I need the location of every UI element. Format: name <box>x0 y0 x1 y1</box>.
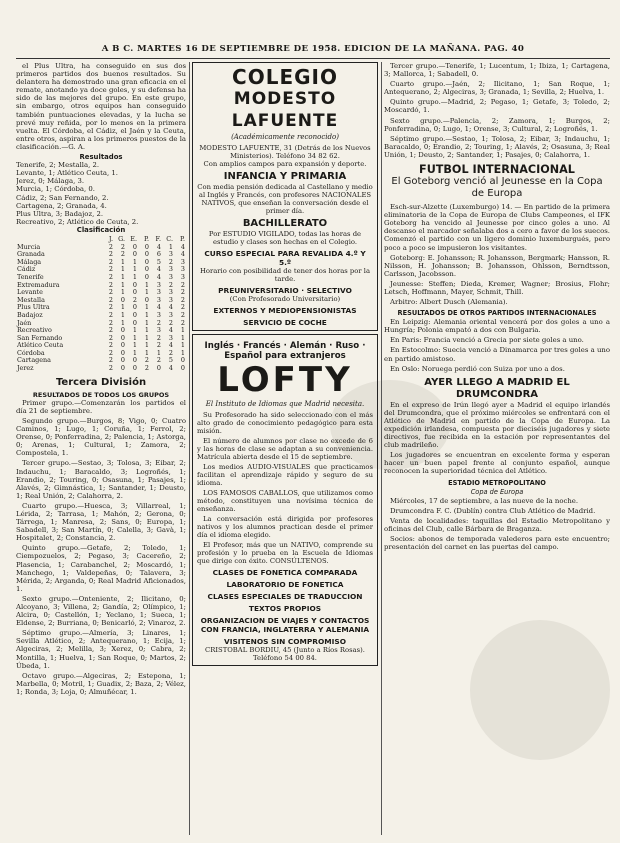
column-2 <box>192 62 378 837</box>
stat-cell: 0 <box>156 364 161 373</box>
stat-cell: 3 <box>168 310 173 319</box>
stat-cell: 2 <box>132 295 137 304</box>
stat-cell: 2 <box>144 356 149 365</box>
ad-colegio-sub: (Académicamente reconocido) <box>231 133 339 141</box>
ad-colegio-infancia: INFANCIA Y PRIMARIA <box>223 171 347 183</box>
stat-cell: 5 <box>168 356 173 365</box>
stat-cell: 1 <box>120 257 125 266</box>
stat-cell: 4 <box>168 303 173 312</box>
stat-cell: 2 <box>120 250 125 259</box>
stat-cell: E. <box>130 234 137 243</box>
classification-heading: Clasificación <box>76 225 126 234</box>
stat-cell: 2 <box>108 288 113 297</box>
stat-cell: 0 <box>144 295 149 304</box>
team-name: Jerez <box>17 364 34 373</box>
ad-lofty-paragraph: Los medios AUDIO-VISUALES que practicamos facilitan el aprendizaje rápido y seguro de su idioma. <box>197 463 373 488</box>
stat-cell: 0 <box>132 303 137 312</box>
team-name: Plus Ultra <box>17 303 50 312</box>
stat-cell: 1 <box>180 341 185 350</box>
stat-cell: 0 <box>132 280 137 289</box>
ad-colegio-revalida: CURSO ESPECIAL PARA REVALIDA 4.º Y 5.º <box>204 249 366 268</box>
team-name: Levante <box>17 288 43 297</box>
stat-cell: 1 <box>120 310 125 319</box>
stat-cell: 2 <box>108 250 113 259</box>
result-line: Levante, 1; Atlético Ceuta, 1. <box>16 169 118 178</box>
group-paragraph: Quinto grupo.—Madrid, 2; Pegaso, 1; Getafe, 3; Toledo, 2; Moscardó, 1. <box>384 98 610 115</box>
stat-cell: 2 <box>108 303 113 312</box>
stat-cell: 2 <box>168 257 173 266</box>
stat-cell: 1 <box>132 272 137 281</box>
other-paragraph: En Leipzig: Alemania oriental vencerá por dos goles a uno a Hungría; Polonia empató a dos con Bulgaria. <box>384 318 610 335</box>
stat-cell: 1 <box>120 265 125 274</box>
stat-cell: 0 <box>144 265 149 274</box>
stat-cell: 0 <box>120 364 125 373</box>
stat-cell: 1 <box>144 303 149 312</box>
stat-cell: 1 <box>144 288 149 297</box>
stat-cell: 3 <box>156 295 161 304</box>
intl-paragraph: Goteborg: E. Johansson; R. Johansson, Bergmark; Hansson, R. Nilsson, H. Johansson; B. Johansson, Ohlsson, Berndtsson, Carlsson, Jacobsson. <box>384 253 610 278</box>
stat-cell: 0 <box>144 242 149 251</box>
stadium-paragraph: Socios: abonos de temporada valederos para este encuentro; presentación del carnet en las puertas del campo. <box>384 534 610 552</box>
stat-cell: 1 <box>132 265 137 274</box>
stat-cell: 3 <box>168 288 173 297</box>
team-name: Extremadura <box>17 280 60 289</box>
stat-cell: 1 <box>132 341 137 350</box>
ad-colegio <box>192 62 378 331</box>
stat-cell: 2 <box>180 288 185 297</box>
stat-cell: 1 <box>180 333 185 342</box>
intl-subheading: El Goteborg venció al Jeunesse en la Copa de Europa <box>391 176 603 200</box>
stat-cell: 2 <box>180 310 185 319</box>
stat-cell: 2 <box>108 318 113 327</box>
stat-cell: 2 <box>108 242 113 251</box>
other-paragraph: En Oslo: Noruega perdió con Suiza por uno a dos. <box>390 364 565 373</box>
ad-colegio-coche: SERVICIO DE COCHE <box>243 318 327 328</box>
stat-cell: 1 <box>180 326 185 335</box>
stat-cell: 2 <box>168 348 173 357</box>
ad-lofty-name: LOFTY <box>217 360 353 401</box>
stat-cell: 2 <box>108 326 113 335</box>
team-name: San Fernando <box>17 333 63 342</box>
team-name: Córdoba <box>17 348 45 357</box>
ad-lofty <box>192 334 378 666</box>
ad-colegio-infancia-text: Con media pensión dedicada al Castellano y medio al Inglés y Francés, con profesores NACIONALES NATIVOS, que enseñan la conversación desde el primer día. <box>197 183 373 216</box>
team-name: Málaga <box>17 257 42 266</box>
stat-cell: 0 <box>132 318 137 327</box>
ad-lofty-tagline: El Instituto de Idiomas que Madrid necesita. <box>205 400 365 409</box>
stat-cell: 4 <box>168 326 173 335</box>
stat-cell: 2 <box>108 280 113 289</box>
news-heading: AYER LLEGO A MADRID EL DRUMCONDRA <box>424 376 570 400</box>
stat-cell: 1 <box>168 242 173 251</box>
stat-cell: P. <box>179 234 185 243</box>
stat-cell: 4 <box>180 250 185 259</box>
tercera-paragraph: Tercer grupo.—Sestao, 3; Tolosa, 3; Eibar, 2; Indauchu, 1; Baracaldo, 3; Logroñés, 1; Erandio, 2; Touring, 0; Osasuna, 1; Pasajes, 1; Alavés, 2; Gimnástica, 1; Santander, 1; Deusto, 1; Real Unión, 2; Calahorra, 2. <box>16 459 186 500</box>
stat-cell: 1 <box>144 318 149 327</box>
stadium-subheading: Copa de Europa <box>470 487 524 496</box>
stat-cell: 1 <box>144 333 149 342</box>
stat-cell: 3 <box>168 295 173 304</box>
stat-cell: 2 <box>108 272 113 281</box>
intl-body <box>384 203 610 306</box>
stat-cell: 0 <box>144 272 149 281</box>
ad-lofty-viajes: ORGANIZACION DE VIAJES Y CONTACTOS CON FRANCIA, INGLATERRA Y ALEMANIA <box>200 616 370 635</box>
result-line: Jerez, 0; Málaga, 3. <box>16 177 85 186</box>
ad-colegio-preu-text: (Con Profesorado Universitario) <box>229 295 341 304</box>
stat-cell: 0 <box>132 310 137 319</box>
news-paragraph: En el expreso de Irún llegó ayer a Madrid el equipo irlandés del Drumcondra, que el próximo miércoles se enfrentará con el Atlético de Madrid en partido de la Copa de Europa. La expedición irlandesa, compuesta por dieciséis jugadores y siete directivos, fue recibida en la estación por representantes del club madrileño. <box>384 400 610 450</box>
ad-lofty-paragraph: LOS FAMOSOS CABALLOS, que utilizamos como método, constituyen una novísima técnica de enseñanza. <box>197 489 373 514</box>
column-3 <box>384 62 610 837</box>
result-line: Recreativo, 2; Atlético de Ceuta, 2. <box>16 217 139 226</box>
stat-cell: 1 <box>132 257 137 266</box>
ad-lofty-address: CRISTOBAL BORDIU, 45 (Junto a Ríos Rosas). Teléfono 54 00 84. <box>205 646 365 663</box>
ad-lofty-languages: Inglés · Francés · Alemán · Ruso · Español para extranjeros <box>204 341 366 362</box>
stat-cell: C. <box>166 234 173 243</box>
stat-cell: 2 <box>168 318 173 327</box>
stat-cell: 2 <box>120 242 125 251</box>
results-list <box>16 161 186 226</box>
intl-heading: FUTBOL INTERNACIONAL <box>419 163 575 177</box>
tercera-paragraph: Cuarto grupo.—Huesca, 3; Villarreal, 1; Lérida, 2; Tarrasa, 1; Mahón, 2; Gerona, 0; Tárrega, 1; Manresa, 2; Sans, 0; Europa, 1; Sabadell, 3; San Martín, 0; Calella, 3; Gavà, 1; Hospitalet, 2; Constancia, 2. <box>16 501 186 543</box>
ad-colegio-preu: PREUNIVERSITARIO · SELECTIVO <box>218 286 352 296</box>
classification-table <box>16 236 186 373</box>
stat-cell: 3 <box>156 288 161 297</box>
tercera-paragraph: Primer grupo.—Comenzarán los partidos el día 21 de septiembre. <box>16 398 186 415</box>
stadium-body <box>384 497 610 552</box>
stat-cell: 1 <box>120 303 125 312</box>
stat-cell: 1 <box>132 326 137 335</box>
team-name: Tenerife <box>17 272 44 281</box>
stat-cell: 1 <box>144 326 149 335</box>
stat-cell: 0 <box>132 250 137 259</box>
stat-cell: 2 <box>180 295 185 304</box>
stat-cell: 2 <box>108 257 113 266</box>
stat-cell: 0 <box>120 348 125 357</box>
ad-colegio-address: MODESTO LAFUENTE, 31 (Detrás de los Nuevos Ministerios). Teléfono 34 82 62. <box>199 144 371 161</box>
stat-cell: 3 <box>168 272 173 281</box>
stat-cell: J. <box>108 234 113 243</box>
stadium-heading: ESTADIO METROPOLITANO <box>448 478 546 487</box>
ad-lofty-fonetica: CLASES DE FONETICA COMPARADA <box>212 568 358 578</box>
stat-cell: 0 <box>120 341 125 350</box>
stadium-paragraph: Miércoles, 17 de septiembre, a las nueve de la noche. <box>390 496 579 505</box>
stat-cell: 1 <box>144 348 149 357</box>
tercera-subheading: RESULTADOS DE TODOS LOS GRUPOS <box>32 390 170 399</box>
stat-cell: 2 <box>108 348 113 357</box>
ad-lofty-traduccion: CLASES ESPECIALES DE TRADUCCION <box>207 592 363 602</box>
stat-cell: 2 <box>108 295 113 304</box>
intl-paragraph: Arbitro: Albert Dusch (Alemania). <box>390 298 508 307</box>
tercera-paragraph: Séptimo grupo.—Almería, 3; Linares, 1; Sevilla Atlético, 2; Antequerano, 1; Ecija, 1; Algeciras, 2; Melilla, 3; Xerez, 0; Cabra, 2; Montilla, 1; Huelva, 1; San Roque, 0; Martos, 2; Úbeda, 1. <box>16 629 186 670</box>
stat-cell: 6 <box>156 250 161 259</box>
ad-lofty-visitenos: VISITENOS SIN COMPROMISO <box>224 637 346 647</box>
stat-cell: 0 <box>144 257 149 266</box>
ad-lofty-paragraph: El número de alumnos por clase no excede de 6 y las horas de clase se adaptan a su conveniencia. Matrícula abierta desde el 15 de septiembre. <box>197 437 373 462</box>
group-paragraph: Cuarto grupo.—Jaén, 2; Ilicitano, 1; San Roque, 1; Antequerano, 2; Algeciras, 3; Granada, 1; Sevilla, 2; Huelva, 1. <box>384 80 610 97</box>
stat-cell: 3 <box>156 310 161 319</box>
stat-cell: 4 <box>180 242 185 251</box>
stat-cell: 1 <box>120 272 125 281</box>
team-name: Recreativo <box>17 326 52 335</box>
column-divider <box>189 62 190 835</box>
stat-cell: 0 <box>120 326 125 335</box>
stat-cell: G. <box>118 234 125 243</box>
stat-cell: 1 <box>120 288 125 297</box>
ad-lofty-paragraph: Su Profesorado ha sido seleccionado con el más alto grado de conocimiento pedagógico para esta misión. <box>197 411 373 436</box>
ad-lofty-paragraph: El Profesor, más que un NATIVO, comprende su profesión y lo prueba en la Escuela de Idiomas que dirige con éxito. CONSÚLTENOS. <box>197 541 373 566</box>
stat-cell: 1 <box>132 348 137 357</box>
stat-cell: 0 <box>120 295 125 304</box>
stat-cell: 1 <box>132 333 137 342</box>
team-name: Cartagena <box>17 356 51 365</box>
news-body <box>384 401 610 476</box>
result-line: Tenerife, 2; Mestalla, 2. <box>16 161 100 170</box>
stat-cell: 4 <box>156 303 161 312</box>
intl-paragraph: Jeunesse: Steffen; Dieda, Kremer, Wagner; Brosius, Flohr; Letsch, Hoffmann, Mayer, Schmit, Thill. <box>384 279 610 296</box>
stat-cell: 0 <box>132 242 137 251</box>
stat-cell: 2 <box>108 310 113 319</box>
stadium-paragraph: Venta de localidades: taquillas del Estadio Metropolitano y oficinas del Club, calle Bárbara de Braganza. <box>384 516 610 533</box>
stat-cell: 2 <box>156 318 161 327</box>
column-divider <box>381 62 382 835</box>
news-paragraph: Los jugadores se encuentran en excelente forma y esperan hacer un buen papel frente al conjunto español, aunque reconocen la superioridad técnica del Atlético. <box>384 451 610 476</box>
ad-colegio-bachillerato: BACHILLERATO <box>242 218 328 230</box>
stat-cell: 3 <box>156 280 161 289</box>
stat-cell: 2 <box>108 364 113 373</box>
team-name: Murcia <box>17 242 41 251</box>
team-name: Jaén <box>17 318 32 327</box>
group-paragraph: Sexto grupo.—Palencia, 2; Zamora, 1; Burgos, 2; Ponferradina, 0; Lugo, 1; Orense, 3; Cultural, 2; Logroñés, 1. <box>384 116 610 133</box>
stat-cell: 3 <box>156 326 161 335</box>
stat-cell: 4 <box>156 272 161 281</box>
ad-colegio-title: COLEGIO <box>232 65 338 89</box>
page-header: A B C. MARTES 16 DE SEPTIEMBRE DE 1958. EDICION DE LA MAÑANA. PAG. 40 <box>101 44 525 54</box>
stat-cell: 3 <box>168 250 173 259</box>
results-heading: Resultados <box>79 153 123 162</box>
stat-cell: 1 <box>144 310 149 319</box>
group-results <box>384 62 610 159</box>
group-paragraph: Tercer grupo.—Tenerife, 1; Lucentum, 1; Ibiza, 1; Cartagena, 3; Mallorca, 1; Sabadell, 0. <box>384 62 610 79</box>
stat-cell: 2 <box>168 280 173 289</box>
tercera-heading: Tercera División <box>55 376 147 388</box>
intl-paragraph: Esch-sur-Alzette (Luxemburgo) 14. — En partido de la primera eliminatoria de la Copa de Europa de Clubs Campeones, el IFK Goteborg ha vencido al Jeunesse por cinco goles a uno. Al descanso el marcador señalaba dos a cero a favor de los suecos. Comenzó el partido con un ligero dominio luxemburgués, pero poco a poco se impusieron los visitantes. <box>384 203 610 252</box>
stat-cell: 0 <box>132 356 137 365</box>
stat-cell: 2 <box>108 341 113 350</box>
stat-cell: 0 <box>120 356 125 365</box>
stat-cell: 3 <box>168 333 173 342</box>
ad-colegio-bachillerato-text: Por ESTUDIO VIGILADO, todas las horas de estudio y clases son hechas en el Colegio. <box>208 230 362 247</box>
stat-cell: 2 <box>180 303 185 312</box>
stat-cell: F. <box>155 234 161 243</box>
column-1 <box>16 62 186 837</box>
stat-cell: 2 <box>156 341 161 350</box>
ad-colegio-name: MODESTO LAFUENTE <box>231 89 339 131</box>
result-line: Murcia, 1; Córdoba, 0. <box>16 185 95 194</box>
stat-cell: 2 <box>108 265 113 274</box>
other-body <box>384 318 610 373</box>
stat-cell: 2 <box>180 318 185 327</box>
intro-paragraph: el Plus Ultra, ha conseguido en sus dos primeros partidos dos buenos resultados. Su delantera ha demostrado una gran eficacia en el remate, anotando ya doce goles, y su defensa ha sido de las mejores del grupo. En este grupo, sin embargo, otros equipos han conseguido también puntuaciones elevadas, y la lucha se prevé muy reñida, por lo menos en la primera vuelta. El Córdoba, el Cádiz, el Jaén y la Ceuta, entre otros, aspiran a los primeros puestos de la clasificación.—G. A. <box>16 62 186 151</box>
ad-lofty-textos: TEXTOS PROPIOS <box>248 604 322 614</box>
stat-cell: 3 <box>180 257 185 266</box>
stat-cell: 4 <box>156 265 161 274</box>
ad-lofty-laboratorio: LABORATORIO DE FONETICA <box>226 580 344 590</box>
result-line: Cartagena, 2; Granada, 4. <box>16 201 107 210</box>
stadium-paragraph: Drumcondra F. C. (Dublín) contra Club Atlético de Madrid. <box>390 506 596 515</box>
stat-cell: 4 <box>156 242 161 251</box>
stat-cell: 4 <box>168 341 173 350</box>
stat-cell: 0 <box>132 288 137 297</box>
table-row <box>16 365 186 373</box>
stat-cell: 0 <box>180 356 185 365</box>
ad-colegio-externos: EXTERNOS Y MEDIOPENSIONISTAS <box>213 306 357 316</box>
other-paragraph: En Paris: Francia venció a Grecia por siete goles a uno. <box>390 336 584 345</box>
ad-colegio-note: Con amplios campos para expansión y deporte. <box>203 160 367 169</box>
team-name: Cádiz <box>17 265 36 274</box>
team-name: Atlético Ceuta <box>17 341 64 350</box>
stat-cell: 1 <box>144 341 149 350</box>
team-name: Mestalla <box>17 295 45 304</box>
stat-cell: 3 <box>168 265 173 274</box>
stat-cell: 3 <box>180 272 185 281</box>
stat-cell: 0 <box>120 333 125 342</box>
other-paragraph: En Estocolmo: Suecia venció a Dinamarca por tres goles a uno en partido amistoso. <box>384 346 610 363</box>
stat-cell: 0 <box>132 364 137 373</box>
stat-cell: 4 <box>168 364 173 373</box>
stat-cell: 2 <box>156 333 161 342</box>
group-paragraph: Séptimo grupo.—Sestao, 1; Tolosa, 2; Eibar, 3; Indauchu, 1; Baracaldo, 0; Erandio, 2; Touring, 1; Alavés, 2; Osasuna, 3; Real Unión, 1; Deusto, 2; Santander, 1; Pasajes, 0; Calahorra, 1. <box>384 134 610 159</box>
stat-cell: 1 <box>156 348 161 357</box>
tercera-paragraph: Segundo grupo.—Burgos, 8; Vigo, 0; Cuatro Caminos, 1; Lugo, 1; Coruña, 1; Ferrol, 2; Orense, 0; Ponferradina, 2; Palencia, 1; Astorga, 0; Arenas, 1; Cultural, 1; Zamora, 2; Compostela, 1. <box>16 416 186 458</box>
stat-cell: 2 <box>108 356 113 365</box>
stat-cell: 2 <box>180 280 185 289</box>
result-line: Plus Ultra, 3; Badajoz, 2. <box>16 209 104 218</box>
tercera-paragraph: Sexto grupo.—Onteniente, 2; Ilicitano, 0; Alcoyano, 3; Villena, 2; Gandía, 2; Olímpico, 1; Alcira, 0; Castellón, 1; Yeclano, 1; Sueca, 1; Eldense, 2; Burriana, 0; Benicarló, 2; Vinaroz, 2. <box>16 594 186 628</box>
stat-cell: 2 <box>156 356 161 365</box>
stat-cell: 0 <box>144 250 149 259</box>
stat-cell: 1 <box>120 318 125 327</box>
tercera-paragraph: Octavo grupo.—Algeciras, 2; Estepona, 1; Marbella, 0; Motril, 1; Guadix, 2; Baza, 2; Vélez, 1; Ronda, 3; Loja, 0; Almuñécar, 1. <box>16 671 186 696</box>
stat-cell: 3 <box>180 265 185 274</box>
stat-cell: 2 <box>144 364 149 373</box>
stat-cell: 5 <box>156 257 161 266</box>
tercera-body <box>16 399 186 696</box>
team-name: Badajoz <box>17 310 43 319</box>
header-rule <box>16 58 610 59</box>
ad-lofty-body <box>197 411 373 565</box>
stat-cell: 1 <box>180 348 185 357</box>
stat-cell: P. <box>143 234 149 243</box>
stat-cell: 1 <box>144 280 149 289</box>
other-heading: RESULTADOS DE OTROS PARTIDOS INTERNACIONALES <box>397 309 597 318</box>
ad-colegio-revalida-text: Horario con posibilidad de tener dos horas por la tarde. <box>199 267 370 284</box>
stat-cell: 2 <box>108 333 113 342</box>
ad-lofty-paragraph: La conversación está dirigida por profesores nativos y los alumnos practican desde el primer día el idioma elegido. <box>197 515 373 540</box>
result-line: Cádiz, 2; San Fernando, 2. <box>16 193 109 202</box>
stat-cell: 1 <box>120 280 125 289</box>
team-name: Granada <box>17 250 45 259</box>
stat-cell: 0 <box>180 364 185 373</box>
tercera-paragraph: Quinto grupo.—Getafe, 2; Toledo, 1; Ciempozuelos, 2; Pegaso, 3; Cacereño, 2; Plasencia, 1; Carabanchel, 2; Moscardó, 1; Manchego, 1; Valdepeñas, 0; Talavera, 3; Mérida, 2; Arganda, 0; Real Madrid Aficionados, 1. <box>16 544 186 593</box>
